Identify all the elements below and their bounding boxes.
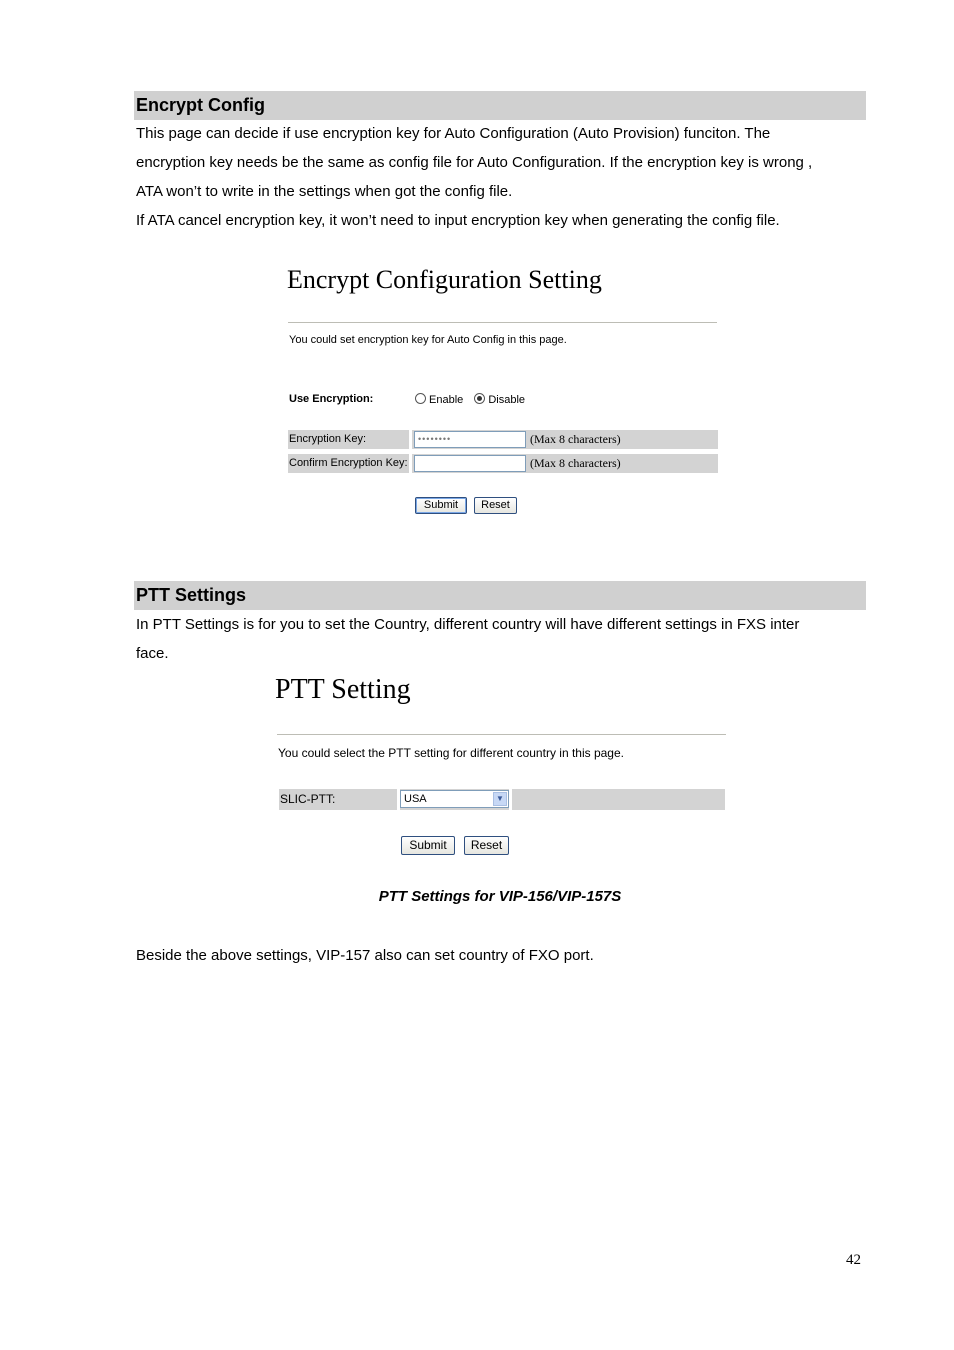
encryption-key-input[interactable]: •••••••• (414, 431, 526, 448)
ptt-description-line: face. (136, 645, 169, 662)
encrypt-page-title: Encrypt Configuration Setting (287, 265, 602, 294)
row-separator (509, 789, 512, 810)
confirm-key-hint: (Max 8 characters) (530, 456, 621, 470)
slic-ptt-selected-value: USA (404, 793, 427, 805)
closing-text: Beside the above settings, VIP-157 also can set country of FXO port. (136, 947, 594, 964)
encrypt-description (136, 119, 864, 235)
encrypt-description-line: encryption key needs be the same as config file for Auto Configuration. If the encryption key is wrong , (136, 154, 813, 171)
page-number: 42 (846, 1252, 861, 1268)
enable-radio-option[interactable] (415, 394, 463, 406)
chevron-down-icon[interactable]: ▼ (493, 792, 507, 806)
section-heading-encrypt-config: Encrypt Config (134, 91, 866, 120)
slic-ptt-select[interactable] (400, 790, 509, 808)
encrypt-description-line: This page can decide if use encryption key for Auto Configuration (Auto Provision) funciton. The (136, 125, 771, 142)
confirm-key-row (288, 454, 718, 473)
confirm-key-input[interactable] (414, 455, 526, 472)
title-divider (277, 734, 726, 735)
encryption-key-hint: (Max 8 characters) (530, 432, 621, 446)
ptt-description (136, 610, 864, 668)
row-separator (409, 454, 412, 473)
figure-caption: PTT Settings for VIP-156/VIP-157S (378, 888, 622, 905)
encrypt-page-description: You could set encryption key for Auto Config in this page. (289, 334, 567, 346)
encrypt-reset-button[interactable]: Reset (474, 497, 517, 514)
row-separator (409, 430, 412, 449)
use-encryption-label: Use Encryption: (289, 393, 374, 405)
encryption-key-row (288, 430, 718, 449)
encrypt-description-line: ATA won’t to write in the settings when got the config file. (136, 183, 513, 200)
disable-radio-option[interactable] (474, 394, 525, 406)
section-heading-ptt-settings: PTT Settings (134, 581, 866, 610)
enable-radio-label: Enable (429, 394, 464, 406)
ptt-page-description: You could select the PTT setting for different country in this page. (278, 746, 624, 760)
enable-radio[interactable] (415, 393, 426, 404)
ptt-page-title: PTT Setting (275, 674, 411, 705)
title-divider (288, 322, 717, 323)
confirm-key-label: Confirm Encryption Key: (289, 457, 408, 469)
encrypt-submit-button[interactable]: Submit (415, 497, 467, 514)
disable-radio[interactable] (474, 393, 485, 404)
use-encryption-options (415, 393, 533, 406)
encrypt-description-line: If ATA cancel encryption key, it won’t need to input encryption key when generating the config file. (136, 212, 780, 229)
encryption-key-label: Encryption Key: (289, 433, 367, 445)
slic-ptt-label: SLIC-PTT: (280, 792, 336, 806)
ptt-description-line: In PTT Settings is for you to set the Country, different country will have different settings in FXS inter (136, 616, 800, 633)
ptt-submit-button[interactable]: Submit (401, 836, 455, 855)
slic-ptt-row (279, 789, 725, 810)
ptt-reset-button[interactable]: Reset (464, 836, 509, 855)
disable-radio-label: Disable (488, 394, 526, 406)
